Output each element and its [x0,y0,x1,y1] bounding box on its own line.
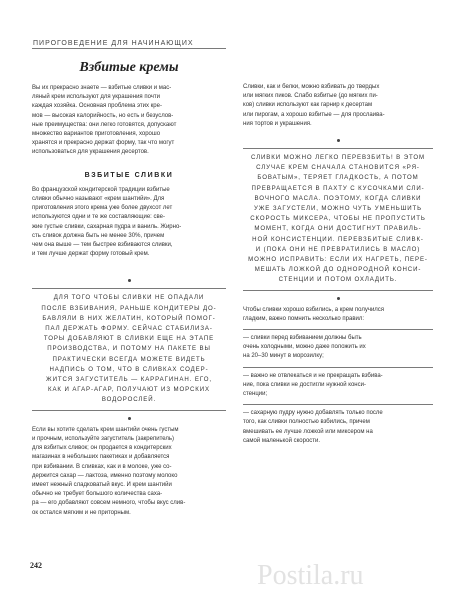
text-line: самой маленькой скорости. [243,437,321,444]
text-line: Вы их прекрасно знаете — взбитые сливки и мас- [32,85,172,91]
callout-line: ПРАКТИЧЕСКИ ВСЕГДА МОЖЕТЕ ВИДЕТЬ [52,355,206,363]
callout-line: ВОДОРОСЛЕЙ. [101,396,157,404]
text-line: очень холодными, можно даже положить их [243,344,366,351]
list-item [243,372,433,400]
text-line: и прочным, используйте загуститель (закрепитель) [32,435,175,442]
callout-line: МЕШАТЬ ЛОЖКОЙ ДО ОДНОРОДНОЙ КОНСИ- [254,266,422,274]
callout-line: И (ПОКА ОНИ НЕ ПРЕВРАТИЛИСЬ В МАСЛО) [255,245,421,253]
text-line: мов — высокая калорийность, но есть и безуслов- [32,112,174,119]
text-line: использоваться для украшения десертов. [32,149,149,156]
text-line: жие густые сливки, сахарная пудра и ваниль. Жирно- [32,223,182,230]
text-line: ния тортов и украшения. [243,120,312,127]
callout-line: ПАЛ ДЕРЖАТЬ ФОРМУ. СЕЙЧАС СТАБИЛИЗА- [45,325,213,333]
callout-line: НАДПИСЬ О ТОМ, ЧТО В СЛИВКАХ СОДЕР- [49,365,209,373]
divider [243,290,433,291]
callout-line: СЛУЧАЕ КРЕМ СНАЧАЛА СТАНОВИТСЯ «РЯ- [256,164,420,172]
postila-logo [257,560,427,590]
bullet-dot [128,417,131,420]
text-line: имеет нежный сладковатый вкус. И крем шантийи [32,481,172,488]
subheading: ВЗБИТЫЕ СЛИВКИ [84,171,174,179]
text-line: хранятся и прекрасно держат форму, так что могут [32,140,175,147]
text-line: ляный крем используют для украшения почти [32,94,161,101]
text-line: ок остался мягким и не приторным. [32,509,131,516]
page-number: 242 [30,561,42,570]
right-column [243,48,433,446]
text-line: стенции; [243,391,268,398]
list-item [243,409,433,446]
text-line: для взбитых сливок; он продается в кондитерских [32,445,172,452]
text-line: Во французской кондитерской традиции взбитые [32,186,170,193]
bullet-dot [337,297,340,300]
text-line: — важно не отвлекаться и не прекращать взбива- [243,372,383,379]
text-line: Если вы хотите сделать крем шантийи очень густым [32,426,179,433]
callout-line: УЖЕ ЗАГУСТЕЛИ, МОЖНО ЧУТЬ УМЕНЬШИТЬ [253,205,422,213]
text-line: каждая хозяйка. Основная проблема этих кре- [32,103,162,110]
text-line: — сахарную пудру нужно добавлять только после [243,410,383,417]
text-line: или мягких пиков. Слабо взбитые (до мягких пи- [243,93,378,100]
text-line: сть сливок должна быть не менее 30%, причем [32,232,165,239]
divider [243,404,433,405]
list-item [243,334,433,362]
text-line: ные преимущества: они легко готовятся, допускают [32,121,177,128]
text-line: Чтобы сливки хорошо взбились, а крем получился [243,306,385,313]
text-line: держится сахар — лактоза, именно поэтому молоко [32,472,178,479]
callout-line: ТОРЫ ДОБАВЛЯЮТ В СЛИВКИ ЕЩЕ НА ЭТАПЕ [43,335,215,343]
callout-box [32,289,226,409]
divider [243,367,433,368]
callout-line: СЛИВКИ МОЖНО ЛЕГКО ПЕРЕВЗБИТЬ! В ЭТОМ [251,154,425,162]
left-column [32,48,226,518]
callout-line: СТЕНЦИИ И ПОТОМ ОХЛАДИТЬ. [278,276,398,284]
text-line: или пирогам, а хорошо взбитые — для прослаива- [243,111,385,118]
cream-paragraph [32,186,226,260]
text-line: того, как сливки полностью взбились, причем [243,419,370,426]
bullet-dot [337,139,340,142]
bullet-dot [128,279,131,282]
callout-line: НОЙ КОНСИСТЕНЦИИ. ПЕРЕВЗБИТЫЕ СЛИВК- [252,235,424,243]
text-line: Сливки, как и белки, можно взбивать до твердых [243,84,380,90]
text-line: сливки обычно называют «крем шантийи». Для [32,196,165,203]
text-line: вмешивать ее лучше ложкой или миксером на [243,428,373,435]
watermark-text: Postila.ru [257,560,364,590]
text-line: при взбивании. В сливках, как и в молоке, уже со- [32,463,172,470]
bottom-paragraph [32,426,226,518]
text-line: и тем лучше держат форму готовый крем. [32,251,150,258]
callout-line: ВОЧНОГО МАСЛА. ПОЭТОМУ, КОГДА СЛИВКИ [254,194,422,202]
callout-line: ДЛЯ ТОГО ЧТОБЫ СЛИВКИ НЕ ОПАДАЛИ [53,294,205,302]
text-line: используются одни и те же составляющие: све- [32,214,165,221]
top-rule [32,48,226,49]
callout-line: БАВЛЯЛИ В НИХ ЖЕЛАТИН, КОТОРЫЙ ПОМОГ- [42,314,216,322]
section-title: Взбитые кремы [79,60,179,75]
callout-line: БОВАТЫМ», ТЕРЯЕТ ГЛАДКОСТЬ, А ПОТОМ [257,174,419,182]
text-line: магазинах в небольших пакетиках и добавляется [32,454,170,461]
text-line: ние, пока сливки не достигли нужной конси- [243,381,366,388]
running-head: ПИРОГОВЕДЕНИЕ ДЛЯ НАЧИНАЮЩИХ [33,40,194,47]
text-line: ков) сливки используют как гарнир к десертам [243,102,373,109]
callout-line: ЖИТСЯ ЗАГУСТИТЕЛЬ — КАРРАГИНАН. ЕГО, [46,376,212,384]
callout-line: ПРЕВРАЩАЕТСЯ В ПАХТУ С КУСОЧКАМИ СЛИ- [251,184,425,192]
divider [32,410,226,411]
callout-line: МОЖНО ИСПРАВИТЬ: ЕСЛИ ИХ НАГРЕТЬ, ПЕРЕ- [248,256,428,264]
text-line: чем она выше — тем быстрее взбиваются сливки, [32,242,173,249]
text-line: приготовления этого крема уже более двухсот лет [32,205,173,212]
text-line: обычно не требует большого количества саха- [32,491,163,498]
text-line: ра — его добавляют совсем немного, чтобы вкус слив- [32,500,186,507]
text-line: на 20–30 минут в морозилку; [243,353,324,360]
text-line: множество вариантов приготовления, хорошо [32,131,161,138]
divider [243,329,433,330]
text-line: гладким, важно помнить несколько правил: [243,315,365,322]
callout-box [243,149,433,290]
callout-line: КАК И АГАР-АГАР, ПОЛУЧАЮТ ИЗ МОРСКИХ [48,386,210,394]
top-paragraph [243,83,433,129]
callout-line: ПРОИЗВОДСТВА, И ПОТОМУ НА ПАКЕТЕ ВЫ [47,345,211,353]
intro-paragraph [32,84,226,158]
callout-line: СКОРОСТЬ МИКСЕРА, ЧТОБЫ НЕ ПРОПУСТИТЬ [250,215,426,223]
text-line: — сливки перед взбиванием должны быть [243,335,362,342]
rules-intro [243,306,433,324]
callout-line: ПОСЛЕ ВЗБИВАНИЯ, РАНЬШЕ КОНДИТЕРЫ ДО- [41,304,217,312]
callout-line: МОМЕНТ, КОГДА ОНИ ДОСТИГНУТ ПРАВИЛЬ- [254,225,422,233]
